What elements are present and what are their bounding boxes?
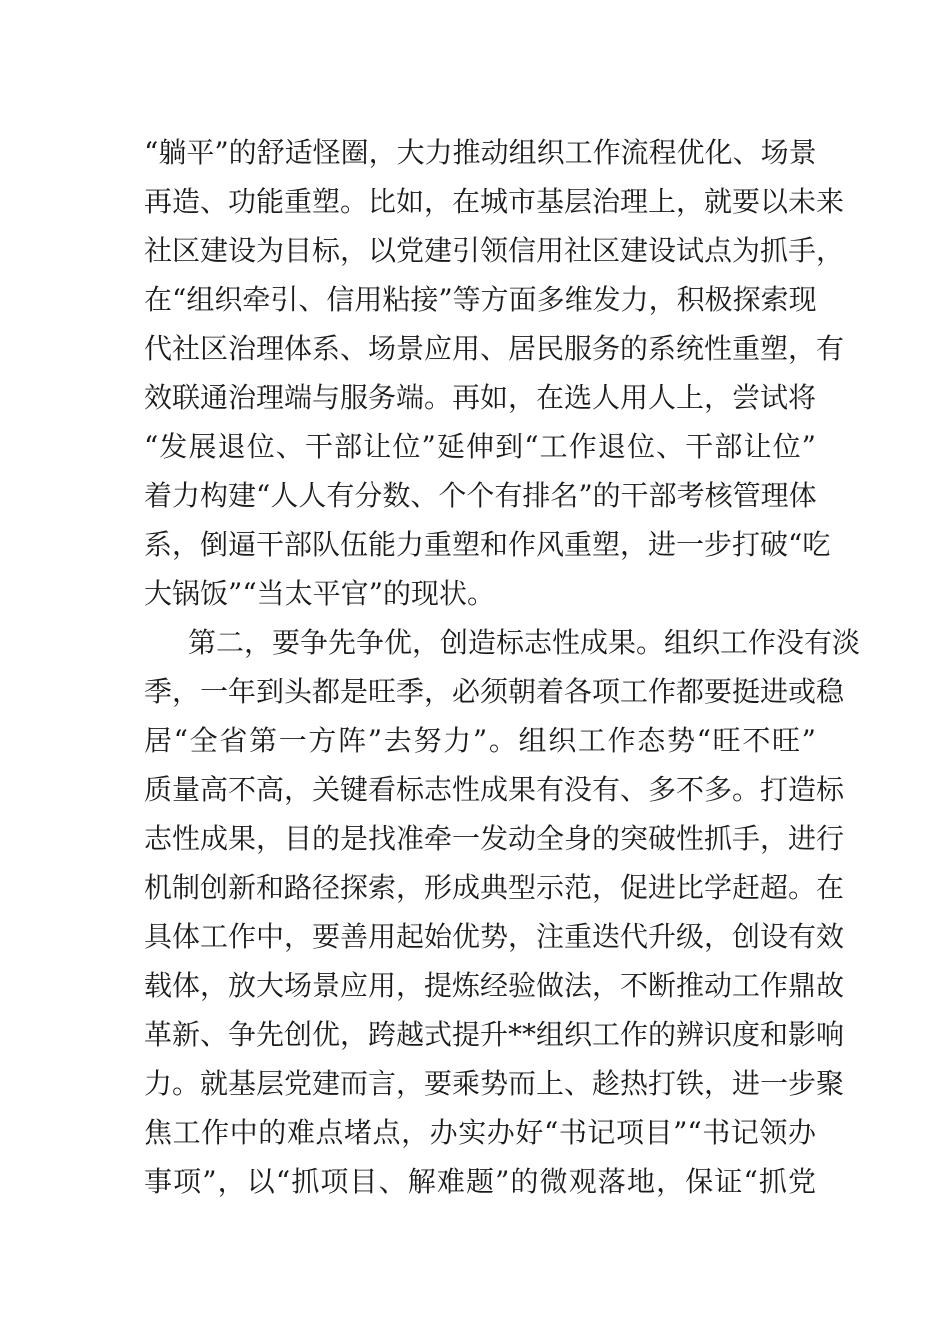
paragraph-1 xyxy=(144,128,845,618)
text-line: 在“组织牵引、信用粘接”等方面多维发力，积极探索现 xyxy=(144,283,817,316)
text-line: 第二，要争先争优，创造标志性成果。组织工作没有淡 xyxy=(188,626,861,659)
text-line: 效联通治理端与服务端。再如，在选人用人上，尝试将 xyxy=(144,381,817,414)
text-line: 事项”，以“抓项目、解难题”的微观落地，保证“抓党 xyxy=(144,1165,816,1198)
text-line: 居“全省第一方阵”去努力”。组织工作态势“旺不旺” xyxy=(144,724,816,757)
text-line: “躺平”的舒适怪圈，大力推动组织工作流程优化、场景 xyxy=(144,136,817,169)
text-line: 季，一年到头都是旺季，必须朝着各项工作都要挺进或稳 xyxy=(144,675,845,708)
text-line: 再造、功能重塑。比如，在城市基层治理上，就要以未来 xyxy=(144,185,845,218)
text-line: 质量高不高，关键看标志性成果有没有、多不多。打造标 xyxy=(144,773,845,806)
text-line: 载体，放大场景应用，提炼经验做法，不断推动工作鼎故 xyxy=(144,969,845,1002)
text-line: 机制创新和路径探索，形成典型示范，促进比学赶超。在 xyxy=(144,871,845,904)
text-line: 力。就基层党建而言，要乘势而上、趁热打铁，进一步聚 xyxy=(144,1067,845,1100)
paragraph-2 xyxy=(144,618,861,1206)
text-line: “发展退位、干部让位”延伸到“工作退位、干部让位” xyxy=(144,430,816,463)
text-line: 具体工作中，要善用起始优势，注重迭代升级，创设有效 xyxy=(144,920,845,953)
text-line: 大锅饭”“当太平官”的现状。 xyxy=(144,577,495,610)
text-line: 系，倒逼干部队伍能力重塑和作风重塑，进一步打破“吃 xyxy=(144,528,831,561)
text-line: 着力构建“人人有分数、个个有排名”的干部考核管理体 xyxy=(144,479,817,512)
document-body xyxy=(144,128,861,1206)
text-line: 焦工作中的难点堵点，办实办好“书记项目”“书记领办 xyxy=(144,1116,816,1149)
text-line: 社区建设为目标，以党建引领信用社区建设试点为抓手， xyxy=(144,234,845,267)
text-line: 代社区治理体系、场景应用、居民服务的系统性重塑，有 xyxy=(144,332,845,365)
text-line: 志性成果，目的是找准牵一发动全身的突破性抓手，进行 xyxy=(144,822,845,855)
text-line: 革新、争先创优，跨越式提升**组织工作的辨识度和影响 xyxy=(144,1018,845,1051)
